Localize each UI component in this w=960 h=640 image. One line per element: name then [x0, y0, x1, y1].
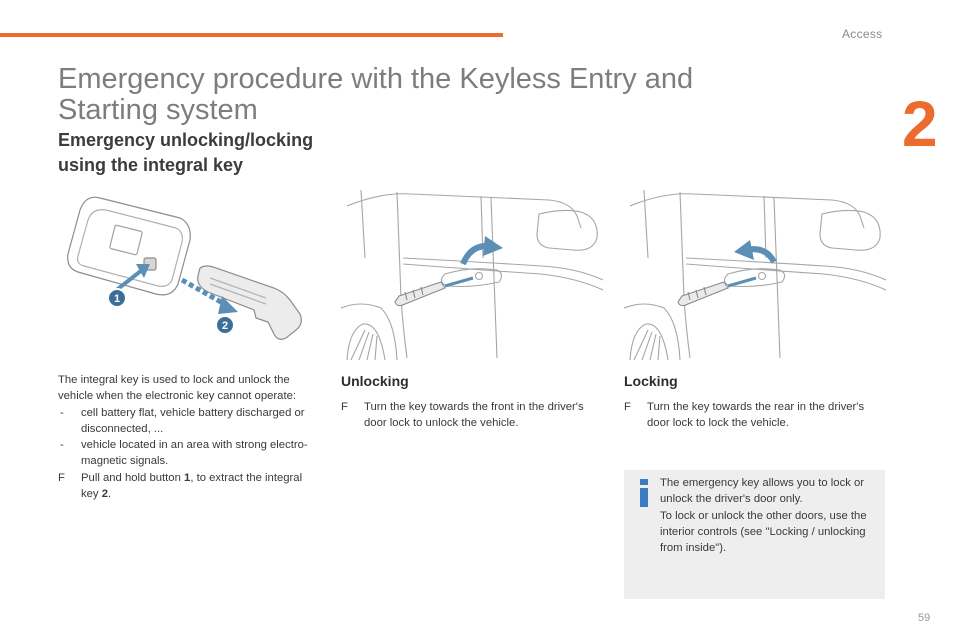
mirror [820, 210, 880, 250]
unlocking-step [341, 399, 601, 432]
locking-illustration [624, 188, 886, 360]
info-icon [636, 479, 652, 507]
step-checkbox-icon: F [58, 471, 65, 484]
step-checkbox-icon: F [624, 401, 631, 413]
key-in-lock [395, 282, 445, 306]
callout-1-label: 1 [113, 293, 121, 305]
key-insert-arrow [728, 278, 756, 286]
unlocking-heading: Unlocking [341, 373, 409, 389]
step-text: , to extract the integral key [81, 471, 303, 501]
dash-mark: - [60, 406, 64, 419]
section-label: Access [842, 27, 883, 41]
condition-item [58, 437, 320, 470]
extract-key-step [58, 470, 320, 503]
door-window-frame [347, 194, 581, 228]
door-lock [476, 273, 483, 280]
key-insert-arrow [445, 278, 473, 286]
intro-column [58, 372, 320, 502]
locking-text: Turn the key towards the rear in the driver's door lock to lock the vehicle. [647, 401, 865, 430]
locking-heading: Locking [624, 373, 678, 389]
step-checkbox-icon: F [341, 401, 348, 413]
page-title: Emergency procedure with the Keyless Entry and Starting system [58, 63, 694, 126]
mirror [537, 210, 597, 250]
key-fob-button [110, 225, 143, 255]
info-box [624, 470, 885, 599]
page-number: 59 [918, 612, 931, 624]
step-text: Pull and hold button [81, 471, 185, 484]
unlocking-text: Turn the key towards the front in the driver's door lock to unlock the vehicle. [364, 401, 584, 430]
key-reference: 2 [101, 488, 109, 501]
step-text: . [108, 488, 112, 501]
door-lock [759, 273, 766, 280]
callout-2-label: 2 [221, 320, 229, 332]
dash-mark: - [60, 439, 64, 452]
key-in-lock [678, 282, 728, 306]
info-text [660, 475, 875, 556]
button-reference: 1 [184, 471, 191, 484]
chapter-number: 2 [902, 88, 938, 160]
locking-column [624, 372, 886, 432]
unlocking-illustration [341, 188, 603, 360]
key-fob-illustration [60, 188, 322, 360]
info-text-line: The emergency key allows you to lock or unlock the driver's door only. [660, 477, 865, 506]
header-accent-bar [0, 33, 503, 37]
unlocking-column [341, 372, 601, 432]
door-window-frame [630, 194, 864, 228]
section-subtitle: Emergency unlocking/locking using the integral key [58, 130, 314, 175]
info-text-line: To lock or unlock the other doors, use the interior controls (see "Locking / unlocking from inside"). [660, 509, 867, 555]
integral-key [198, 266, 302, 339]
condition-text: cell battery flat, vehicle battery discharged or disconnected, ... [81, 406, 305, 435]
condition-text: vehicle located in an area with strong electro-magnetic signals. [81, 439, 308, 468]
intro-text: The integral key is used to lock and unlock the vehicle when the electronic key cannot operate: [58, 374, 297, 403]
locking-step [624, 399, 886, 432]
condition-item [58, 405, 320, 438]
